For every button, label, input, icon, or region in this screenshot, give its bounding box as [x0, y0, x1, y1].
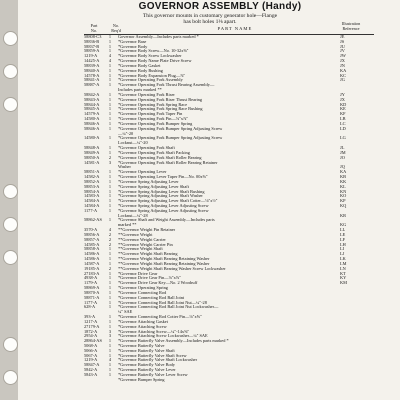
quantity-required: 1 — [108, 91, 112, 97]
quantity-required: 2 — [108, 231, 112, 237]
quantity-required: 1 — [108, 343, 112, 348]
part-name: **Governor Weight Shaft Bearing Retaining Washer — [118, 257, 210, 262]
part-number: 58870-A — [84, 289, 100, 295]
part-number: 5068-A — [84, 343, 98, 348]
quantity-required: 1 — [108, 314, 112, 320]
illustration-ref: KP — [340, 198, 346, 204]
illustration-ref: KE — [340, 106, 346, 112]
quantity-required: 1 — [108, 260, 112, 266]
illustration-ref: LK — [340, 256, 346, 262]
column-header-illustration-ref: Illustration Reference — [341, 21, 361, 31]
quantity-required: 1 — [108, 82, 112, 88]
part-name: *Governor Operating Fork Thrust Bearing Assembly— — [118, 83, 215, 88]
part-number: 58836-B — [84, 38, 100, 44]
part-name: *Governor Shaft and Weight Assembly—Includes parts — [118, 218, 215, 223]
quantity-required: 1 — [108, 256, 112, 262]
part-name: *Governor Spring Adjusting Lever Shaft Bushing — [118, 189, 205, 194]
quantity-required: 1 — [108, 116, 112, 122]
quantity-required: 1 — [108, 101, 112, 107]
part-name: Locknut—¼"-28 — [118, 213, 148, 218]
part-number: 58848-A — [84, 145, 100, 151]
part-name: *Governor Operating Fork Spring Race — [118, 102, 188, 107]
part-name: **Governor Weight Carrier — [118, 237, 166, 242]
part-number: 14582-A — [84, 174, 100, 180]
part-number: 19185-A — [84, 265, 100, 271]
illustration-ref: JX — [340, 96, 345, 102]
part-name: *Governor Bumper Spring — [118, 377, 165, 382]
illustration-ref: KK — [340, 178, 347, 184]
part-number: 58808-C3 — [84, 34, 102, 39]
quantity-required: 1 — [108, 38, 112, 44]
quantity-required: 1 — [108, 217, 112, 223]
quantity-required: 4 — [108, 53, 112, 59]
part-number: 58869-A — [84, 285, 100, 291]
part-name: *Governor Operating Fork Shaft — [118, 146, 175, 151]
part-number: 58837-B — [84, 43, 100, 49]
illustration-ref: KY — [340, 275, 347, 281]
part-name: *Governor Operating Fork Riser Thrust Bearing — [118, 97, 203, 102]
part-name: *Governor Butterfly Valve Shaft Screw — [118, 353, 187, 358]
part-name: *Governor Operating Fork Shaft Roller Bearing Retainer — [118, 160, 218, 165]
part-name: *Governor Operating Spring — [118, 286, 168, 291]
part-name: Washer — [118, 165, 131, 170]
illustration-ref: JG — [340, 77, 345, 83]
part-name: Locknut—¼"-20 — [118, 141, 148, 146]
quantity-required: 1 — [108, 34, 112, 39]
quantity-required: 1 — [108, 174, 112, 180]
quantity-required: 1 — [108, 285, 112, 291]
part-number: 28864-AS — [84, 338, 102, 344]
part-name: **Governor Weight Pin Retainer — [118, 228, 176, 233]
illustration-ref: JU — [340, 43, 345, 49]
part-number: 14583-A — [84, 193, 100, 199]
part-name: *Governor Body Gasket — [118, 63, 161, 68]
part-name: *Governor Operating Lever Taper Pin—No. 00x⅝" — [118, 175, 208, 180]
quantity-required: 4 — [108, 58, 112, 64]
part-name: *Governor Body Bushing — [118, 68, 163, 73]
quantity-required: 2 — [108, 241, 112, 247]
quantity-required: 3 — [108, 328, 112, 334]
part-number: 1177-A — [84, 299, 98, 305]
part-name: **Governor Weight Shaft Bearing — [118, 252, 178, 257]
part-name: ¼" SAE — [118, 310, 133, 315]
illustration-ref: JX — [340, 58, 345, 64]
quantity-required: 4 — [108, 357, 112, 363]
part-name: *Governor Butterfly Valve Assembly—Includes parts marked * — [118, 339, 229, 344]
part-number: 58847-A — [84, 362, 100, 368]
part-number: 58846-A — [84, 120, 100, 126]
quantity-required: 1 — [108, 207, 112, 213]
part-number: 5843-A — [84, 371, 98, 377]
illustration-ref: LJ — [340, 251, 345, 257]
quantity-required: 2 — [108, 236, 112, 242]
part-number: 2954-A — [84, 333, 98, 339]
part-number: 14587-A — [84, 260, 100, 266]
part-name: *Governor Drive Gear Key—No. 2 Woodruff — [118, 281, 198, 286]
part-number: 14425-A — [84, 58, 100, 64]
part-name: *Governor Drive Gear Pin—⅛"x⅞" — [118, 276, 181, 281]
part-number: 58857-A — [84, 236, 100, 242]
illustration-ref: LI — [340, 246, 345, 252]
quantity-required: 1 — [108, 120, 112, 126]
illustration-ref: LL — [340, 227, 346, 233]
part-number: 1872-A — [84, 328, 98, 334]
part-name: *Governor Spring Adjusting Lever Shaft — [118, 184, 189, 189]
part-number: 58851-A — [84, 169, 100, 175]
part-name: *Governor Operating Fork Spring Race Bushing — [118, 107, 203, 112]
illustration-ref: JS — [340, 38, 345, 44]
quantity-required: 1 — [108, 270, 112, 276]
column-header-part-name: PART NAME — [217, 26, 253, 31]
subtitle-line: has bolt holes 1⅛ apart. — [183, 19, 237, 26]
page-title: GOVERNOR ASSEMBLY (Handy) — [138, 1, 302, 12]
part-name: *Governor Operating Fork Pin—⅛"x⅞" — [118, 117, 189, 122]
part-name: *Governor Operating Fork Shaft Roller Bearing — [118, 155, 202, 160]
quantity-required: 1 — [108, 178, 112, 184]
illustration-ref: LF — [340, 236, 346, 242]
illustration-ref: KG — [340, 222, 347, 228]
part-name: *Governor Attaching Screw — [118, 324, 167, 329]
quantity-required: 1 — [108, 77, 112, 83]
part-name: *Governor Operating Fork Assembly — [118, 78, 183, 83]
part-number: 14586-A — [84, 251, 100, 257]
part-name: marked ** — [118, 223, 137, 228]
part-number: 14580-A — [84, 116, 100, 122]
part-name: *Governor Butterfly Valve Lever Screw — [118, 372, 188, 377]
quantity-required: 1 — [108, 289, 112, 295]
illustration-ref: KD — [340, 101, 347, 107]
part-name: *Governor Body Name Plate Drive Screw — [118, 59, 192, 64]
quantity-required: 2 — [108, 154, 112, 160]
part-number: 14585-A — [84, 241, 100, 247]
illustration-ref: KQ — [340, 202, 347, 208]
part-name: *Governor Spring Adjusting Lever Adjusting Screw — [118, 203, 209, 208]
part-number: 58846-A — [84, 125, 100, 131]
quantity-required: 1 — [108, 149, 112, 155]
part-number: 58840-A — [84, 67, 100, 73]
part-number: 58854-A — [84, 188, 100, 194]
part-name: *Governor Base — [118, 39, 147, 44]
part-number: 58853-A — [84, 183, 100, 189]
quantity-required: 1 — [108, 347, 112, 353]
part-name: *Governor Attaching Gasket — [118, 319, 168, 324]
part-number: 1219-A — [84, 53, 98, 59]
part-number: 5842-A — [84, 367, 98, 373]
part-number: 58850-A — [84, 154, 100, 160]
part-number: 58887-A — [84, 82, 100, 88]
part-number: 14578-A — [84, 72, 100, 78]
part-name: *Governor Butterfly Valve Body — [118, 363, 175, 368]
part-number: 58858-A — [84, 246, 100, 252]
part-name: **Governor Weight Carrier Pin — [118, 242, 173, 247]
part-name: *Governor Spring Adjusting Lever Shaft Cotter—⅛"x½" — [118, 199, 218, 204]
part-name: *Governor Connecting Rod Cotter Pin—⅛"x⅝" — [118, 315, 202, 320]
part-number: 58856-A — [84, 231, 100, 237]
part-number: 14584-A — [84, 202, 100, 208]
quantity-required: 3 — [108, 333, 112, 339]
illustration-ref: LM — [340, 260, 347, 266]
part-name: *Governor Butterfly Valve Shaft — [118, 348, 175, 353]
part-number: 1217-A — [84, 318, 98, 324]
illustration-ref: JY — [340, 91, 345, 97]
parts-list — [0, 35, 400, 383]
quantity-required: 1 — [108, 304, 112, 310]
quantity-required: 1 — [108, 280, 112, 286]
part-number: 14584-A — [84, 198, 100, 204]
part-name: *Governor Connecting Rod Ball Joint Nut—¼"-28 — [118, 300, 207, 305]
part-number: 14579-A — [84, 111, 100, 117]
part-name: *Governor Connecting Rod — [118, 290, 167, 295]
illustration-ref: LC — [340, 120, 346, 126]
part-number: 628-A — [84, 304, 96, 310]
part-name: *Governor Attaching Screw Lockwasher—¼" SAE — [118, 334, 208, 339]
part-number: 1219-A — [84, 357, 98, 363]
quantity-required: 1 — [108, 352, 112, 358]
part-name: *Governor Body Expansion Plug—⅞" — [118, 73, 186, 78]
part-name: **Governor Weight Shaft Bearing Washer Screw Lockwasher — [118, 266, 226, 271]
illustration-ref: JQ — [340, 164, 345, 170]
part-number: 1179-A — [84, 280, 98, 286]
quantity-required: 1 — [108, 202, 112, 208]
illustration-ref: LD — [340, 125, 346, 131]
part-number: 27183-A — [84, 270, 100, 276]
part-name: *Governor Attaching Screw—¼"-14x⅝" — [118, 329, 190, 334]
illustration-ref: JV — [340, 48, 345, 54]
column-header-no-reqd: No. Req'd — [111, 23, 121, 33]
part-name: *Governor Connecting Rod Ball Joint — [118, 295, 185, 300]
quantity-required: 1 — [108, 246, 112, 252]
part-number: 58849-A — [84, 149, 100, 155]
quantity-required: 4 — [108, 227, 112, 233]
illustration-ref: LG — [340, 135, 346, 141]
illustration-ref: LH — [340, 241, 346, 247]
part-name: *Governor Drive Gear — [118, 271, 158, 276]
part-number: 1177-A — [84, 207, 98, 213]
quantity-required: 1 — [108, 67, 112, 73]
part-name: *Governor Spring Adjusting Lever Adjusting Screw — [118, 208, 209, 213]
illustration-ref: KF — [340, 111, 346, 117]
part-name: *Governor Body Screw Lockwasher — [118, 54, 182, 59]
quantity-required: 1 — [108, 135, 112, 141]
quantity-required: 1 — [108, 72, 112, 78]
quantity-required: 1 — [108, 193, 112, 199]
part-name: *Governor Operating Fork Bumper Spring — [118, 121, 193, 126]
illustration-ref: JM — [340, 149, 346, 155]
illustration-ref: KB — [340, 174, 347, 180]
parts-row — [0, 378, 400, 383]
part-number: 27179-A — [84, 323, 100, 329]
part-number: 58842-A — [84, 91, 100, 97]
part-name: *Governor Operating Fork Riser — [118, 92, 175, 97]
illustration-ref: KT — [340, 270, 346, 276]
part-name: *Governor Operating Fork Taper Pin — [118, 112, 183, 117]
illustration-ref: KL — [340, 183, 346, 189]
quantity-required: 1 — [108, 318, 112, 324]
illustration-ref: JW — [340, 53, 346, 59]
quantity-required: 1 — [108, 294, 112, 300]
illustration-ref: LB — [340, 116, 346, 122]
illustration-ref: JL — [340, 145, 345, 151]
part-name: *Governor Operating Fork Shaft Packing — [118, 150, 190, 155]
quantity-required: 1 — [108, 338, 112, 344]
illustration-ref: JN — [340, 62, 345, 68]
quantity-required: 1 — [108, 362, 112, 368]
quantity-required: 1 — [108, 125, 112, 131]
part-name: *Governor Butterfly Valve Shaft Lockwasher — [118, 358, 198, 363]
quantity-required: 1 — [108, 275, 112, 281]
part-number: 14581-A — [84, 159, 100, 165]
part-name: *Governor Butterfly Valve — [118, 344, 165, 348]
quantity-required: 1 — [108, 111, 112, 117]
part-name: **Governor Weight Shaft — [118, 247, 163, 252]
illustration-ref: KR — [340, 212, 347, 218]
part-number: 58852-A — [84, 178, 100, 184]
illustration-ref: KC — [340, 72, 347, 78]
part-number: 393-A — [84, 314, 96, 320]
part-number: 58843-A — [84, 96, 100, 102]
part-number: 58859-A — [84, 48, 100, 54]
part-name: *Governor Operating Fork Bumper Spring Adjusting Screw — [118, 126, 223, 131]
part-number: 14580-A — [84, 135, 100, 141]
quantity-required: 1 — [108, 188, 112, 194]
part-number: 5067-A — [84, 352, 98, 358]
part-name: *Governor Body Screw—No. 10-32x⅝" — [118, 49, 189, 54]
quantity-required: 1 — [108, 106, 112, 112]
quantity-required: 1 — [108, 145, 112, 151]
part-name: *Governor Spring Adjusting Lever Shaft Washer — [118, 194, 203, 199]
part-number: 58871-A — [84, 294, 100, 300]
part-name: **Governor Weight Shaft Bearing Retaining Washer — [118, 261, 210, 266]
illustration-ref: KM — [340, 280, 347, 286]
quantity-required: 1 — [108, 169, 112, 175]
quantity-required: 1 — [108, 183, 112, 189]
illustration-ref: LE — [340, 231, 346, 237]
illustration-ref: JE — [340, 34, 345, 39]
part-number: 4938-A — [84, 275, 98, 281]
part-number: 58844-A — [84, 101, 100, 107]
subtitle-line: This governor mounts in customary generator hole—Flange — [142, 13, 278, 19]
part-name: *Governor Operating Fork Bumper Spring Adjusting Screw — [118, 136, 223, 141]
part-name: *Governor Connecting Rod Ball Joint Nut Lockwasher— — [118, 305, 219, 310]
quantity-required: 1 — [108, 251, 112, 257]
part-number: 5066-A — [84, 347, 98, 353]
part-name: *Governor Butterfly Valve Lever — [118, 368, 176, 373]
part-name: Governor Assembly—Includes parts marked * — [118, 35, 199, 39]
quantity-required: 1 — [108, 299, 112, 305]
part-number: 58862-AS — [84, 217, 102, 223]
quantity-required: 1 — [108, 43, 112, 49]
part-name: *Governor Body — [118, 44, 148, 49]
part-number: 58845-A — [84, 106, 100, 112]
illustration-ref: KO — [340, 193, 347, 199]
part-name: Includes parts marked ** — [118, 88, 162, 93]
part-name: *Governor Spring Adjusting Lever — [118, 179, 179, 184]
illustration-ref: KN — [340, 188, 347, 194]
illustration-ref: JO — [340, 154, 345, 160]
part-name: **Governor Weight — [118, 232, 153, 237]
part-name: *Governor Operating Lever — [118, 170, 167, 175]
part-name: —¼"-20 — [118, 131, 134, 136]
quantity-required: 1 — [108, 323, 112, 329]
illustration-ref: LN — [340, 265, 346, 271]
quantity-required: 2 — [108, 265, 112, 271]
quantity-required: 3 — [108, 159, 112, 165]
part-number: 14586-A — [84, 256, 100, 262]
part-number: 58841-A — [84, 77, 100, 83]
quantity-required: 1 — [108, 48, 112, 54]
part-number: 58839-A — [84, 62, 100, 68]
part-number: 3570-A — [84, 227, 98, 233]
quantity-required: 1 — [108, 371, 112, 377]
quantity-required: 1 — [108, 367, 112, 373]
illustration-ref: KA — [340, 67, 347, 73]
column-header-part-no: Part No. — [90, 23, 98, 33]
illustration-ref: KA — [340, 169, 347, 175]
quantity-required: 1 — [108, 62, 112, 68]
quantity-required: 1 — [108, 198, 112, 204]
quantity-required: 1 — [108, 96, 112, 102]
